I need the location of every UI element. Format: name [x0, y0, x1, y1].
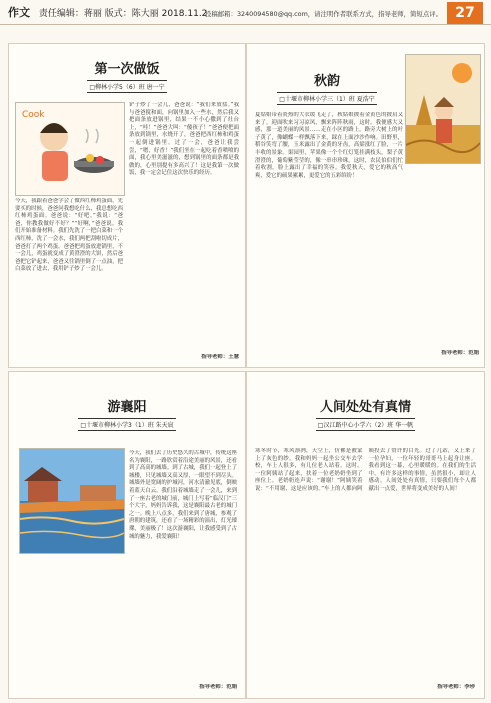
header-info [8, 4, 207, 20]
section-label: 作文 [8, 6, 30, 19]
autumn-harvest-illustration [405, 54, 481, 164]
article-heading [247, 70, 407, 105]
article-first-cooking [8, 43, 246, 368]
teacher-credit: 指导老师：范娟 [441, 350, 479, 356]
article-autumn [246, 43, 485, 368]
xiangyang-river-painting [19, 448, 125, 554]
article-text: 寒冬时节，寒风凛冽，天空上，仿佛是被蒙上了灰色的纱。我和妈妈一起坐公交车去学校，车上人很多，有几位老人站着。这时，一位阿姨站了起来，扶着一位老奶奶坐到了座位上。老奶奶连声说：“谢谢！”阿姨笑着说：“不用谢，这是应该的。”车上的人都向阿姨投去了赞许的目光。过了几站，又上来了一位孕妇，一位年轻的哥哥马上起身让座。我看到这一幕，心里暖暖的。在我们的生活中，有许多这样的事情，虽然很小，却让人感动。人间处处有真情，只要我们每个人都献出一点爱，世界将变成美好的人间！ [255, 448, 476, 492]
article-title: 秋韵 [313, 74, 340, 89]
teacher-credit: 指导老师：李珍 [437, 684, 475, 690]
article-byline: □十堰市柳林小学三（1）班 夏浩宁 [277, 92, 376, 105]
article-byline: □柳林小学5（6）班 唐一宁 [87, 80, 166, 93]
editor-info: 责任编辑：蒋丽 版式：陈大丽 2018.11.2 [38, 9, 208, 19]
article-heading [9, 58, 245, 93]
article-text: 今天，我们去了历史悠久的古城中，传统这座名为襄阳，一路欣赏着沿途美丽的风景，还看到了高高的城墙。到了古城，我们一起登上了城楼，只见城墙又高又厚，一眼望不到尽头。城墙外是宽阔的护城河，河水清澈见底，倒映着蓝天白云。我们沿着城墙走了一会儿，来到了一座古老的城门前，城门上写着“临汉门”三个大字，妈妈告诉我，这是襄阳最古老的城门之一。晚上八点多，我们来到了唐城，参观了唐朝的建筑，还看了一场精彩的演出，灯光璀璨，美丽极了！这次游襄阳，让我感受到了古城的魅力，我爱襄阳！ [129, 450, 237, 540]
page-header [0, 0, 491, 25]
teacher-credit: 指导老师：范娟 [199, 684, 237, 690]
article-byline: □十堰市柳林小学3（1）班 朱天宸 [78, 418, 175, 431]
svg-text:Cook: Cook [22, 110, 45, 120]
page-number: 27 [447, 2, 483, 24]
article-title: 游襄阳 [107, 400, 147, 415]
article-byline: □汉江路中心小学六（2）班 华一帆 [316, 418, 415, 431]
article-heading [247, 396, 484, 431]
article-warmth [246, 371, 485, 699]
contact-info: 投稿邮箱：3240094580@qq.com，请注明作者联系方式，指导老师，简短点评。 [205, 10, 442, 18]
article-title: 人间处处有真情 [319, 400, 411, 415]
article-text-right: 铲子炒了一会儿，爸爸说：“我们来放盐。”我与爸爸搅和面，向锅里加入一些水，然后我又把面条放进锅里，结果一不小心撒到了灶台上，“哇！”爸爸大叫：“傻孩子！”爸爸便把面条放到锅里，水烧开了，爸爸把西红柿和鸡蛋一起倒进锅里。过了一会，爸爸让我尝尝，“嗯，好香！”我们坐在一起吃着香喷喷的面，我心里美滋滋的，想到锅里的面条都是我做的，心里别提有多高兴了！这是我第一次做饭，我一定会记住这次快乐的经历。 [129, 102, 239, 177]
teacher-credit: 指导老师：王慧 [201, 354, 239, 360]
article-text-left: 今天，我跟着爸爸学会了做西红柿鸡蛋面。先要买的时候，爸爸问我想吃什么，我总想吃西红柿鸡蛋面。爸爸说：“好吧。”我说：“爸爸，你教我做好不好？”“好啊，”爸爸说。我们开始准备材料。我们先洗了一把白菜和一个西红柿，洗了一会水，我们两把刮啦切成片，爸爸打了两个鸡蛋。爸爸把鸡蛋放进锅里，不一会儿，鸡蛋就变成了黄澄澄的大饼，然后爸爸把它铲起来，爸爸又往锅里倒了一点油，把白菜放了进去，我用铲子炒了一会儿。 [15, 198, 123, 273]
article-xiangyang [8, 371, 246, 699]
cartoon-cooking-illustration [15, 102, 125, 196]
article-text: 夏姑娘带着炎热的大衣缓飞走了，秋姑娘披着金黄色的披肩又来了。迎面吹来习习凉风，飘来阵阵秋雨，这时，我便感大又感，那一道美丽的风景……走在小区的路上，路旁大树上的叶子黄了，像蝴蝶一样飘落下来，踩在上面沙沙作响。田野里，稻谷笑弯了腰，玉米露出了金黄的牙齿，高粱涨红了脸，一片丰收的景象。果园里，苹果像一个个红灯笼挂满枝头，梨子黄澄澄的，葡萄紫莹莹的，像一串串珍珠。这时，农民伯伯们忙着收割，脸上露出了幸福的笑容。我爱秋天，爱它的秋高气爽，爱它的硕果累累，更爱它的五彩缤纷！ [255, 112, 403, 179]
article-title: 第一次做饭 [94, 62, 160, 77]
article-heading [9, 396, 245, 431]
